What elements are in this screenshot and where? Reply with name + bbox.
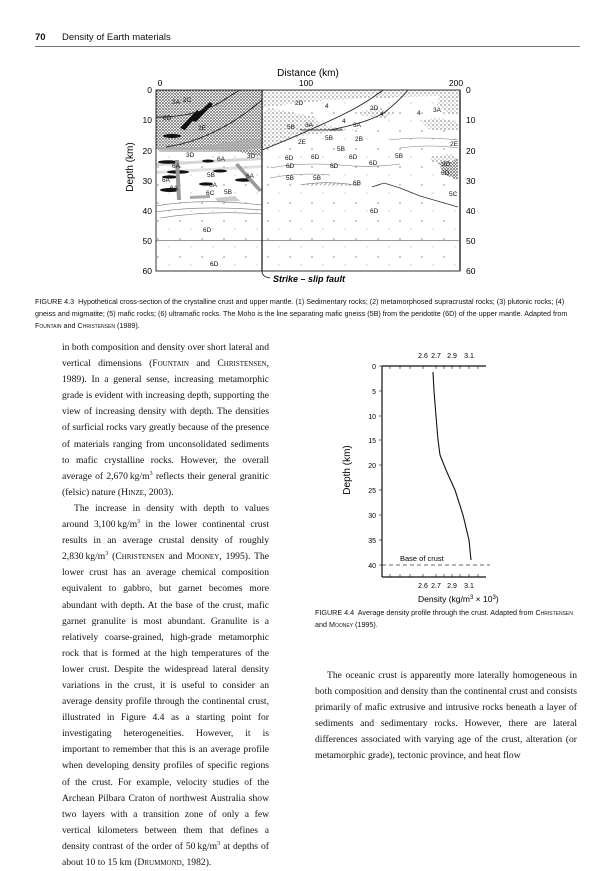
svg-text:5B: 5B [325, 135, 333, 142]
svg-text:60: 60 [466, 266, 476, 276]
svg-text:2.9: 2.9 [447, 583, 457, 590]
svg-text:2E: 2E [298, 139, 306, 146]
svg-text:2C: 2C [183, 97, 192, 104]
svg-text:6D: 6D [286, 163, 295, 170]
x-axis-title: Distance (km) [277, 68, 339, 79]
svg-text:2.7: 2.7 [431, 353, 441, 360]
svg-text:100: 100 [298, 78, 314, 88]
svg-text:2.9: 2.9 [447, 353, 457, 360]
svg-text:4: 4 [417, 110, 421, 117]
svg-text:40: 40 [368, 563, 376, 570]
svg-text:10: 10 [142, 115, 152, 125]
svg-text:2.6: 2.6 [418, 583, 428, 590]
running-title: Density of Earth materials [62, 32, 171, 43]
svg-text:3.1: 3.1 [464, 583, 474, 590]
y-axis-title: Depth (km) [342, 445, 353, 495]
svg-text:3.1: 3.1 [464, 353, 474, 360]
svg-text:40: 40 [466, 206, 476, 216]
svg-text:10: 10 [466, 115, 476, 125]
figure-4-4-density-profile [330, 345, 520, 605]
svg-text:3A: 3A [353, 122, 361, 129]
svg-text:6D: 6D [349, 154, 358, 161]
svg-text:60: 60 [142, 266, 152, 276]
svg-text:0: 0 [157, 78, 163, 88]
svg-text:6D: 6D [370, 208, 379, 215]
svg-text:20: 20 [142, 146, 152, 156]
paragraph: The oceanic crust is apparently more laterally homogeneous in both composition and density than the continental crust and consists primarily of mafic extrusive and intrusive rocks beneath a layer of sediments and sedimentary rocks. However, there are lateral differences associated with varying age of the crust, alteration (or metamorphic grade), tectonic province, and heat flow [315, 670, 577, 762]
paragraph: The increase in density with depth to values around 3,100 $kg/m^3$ in the lower continental crust results in an average crustal density of roughly 2,830 $kg/m^3$ (Christensen and Mooney, 1995). The lower crust has an average chemical composition equivalent to gabbro, but garnet becomes more abundant with depth. At the base of the crust, mafic garnet granulite is most abundant. Granulite is a relatively coarse-grained, high-grade metamorphic rock that is formed at the high temperatures of the lower crust. Despite the widespread lateral density variations in the crust, it is useful to consider an average density profile through the continental crust, illustrated in Figure 4.4 as a starting point for investigating heterogeneities. However, it is important to remember that this is an average profile when developing density profiles of specific regions of the crust. For example, velocity studies of the Archean Pilbara Craton of northwest Australia show two layers with a transition zone of only a few vertical kilometers between them that defines a density contrast of the order of 50 $kg/m^3$ at depths of about 10 to 15 km (Drummond, 1982). [62, 502, 269, 868]
svg-text:3D: 3D [186, 152, 195, 159]
svg-text:5B: 5B [224, 189, 232, 196]
svg-text:6B: 6B [353, 180, 361, 187]
svg-text:3A: 3A [305, 122, 313, 129]
svg-text:6D: 6D [369, 160, 378, 167]
svg-text:10: 10 [368, 414, 376, 421]
svg-text:6D: 6D [163, 115, 172, 122]
svg-text:6D: 6D [330, 163, 339, 170]
svg-text:0: 0 [466, 85, 471, 95]
svg-text:6A: 6A [170, 185, 178, 192]
svg-text:5C: 5C [449, 191, 458, 198]
svg-text:6A: 6A [246, 173, 254, 180]
svg-text:200: 200 [448, 78, 464, 88]
svg-text:50: 50 [466, 236, 476, 246]
svg-text:20: 20 [368, 463, 376, 470]
svg-text:6A: 6A [217, 156, 225, 163]
running-header [35, 30, 580, 47]
density-curve [433, 372, 471, 560]
svg-text:25: 25 [368, 488, 376, 495]
base-of-crust-label: Base of crust [400, 554, 444, 563]
svg-text:5B: 5B [207, 172, 215, 179]
x-axis-title: Density $(kg/m^3 \times 10^3)$ [418, 594, 499, 604]
svg-text:6C: 6C [206, 190, 215, 197]
svg-text:50: 50 [142, 236, 152, 246]
svg-text:6D: 6D [210, 261, 219, 268]
svg-text:3A: 3A [433, 107, 441, 114]
svg-text:2D: 2D [370, 105, 379, 112]
figure-4-3-caption: FIGURE 4.3 Hypothetical cross-section of the crystalline crust and upper mantle. (1) Sedimentary rocks; (2) metamorphosed supracrustal rocks; (3) plutonic rocks; (4) gneiss and migmatite; (5) mafic rocks; (6) ultramafic rocks. The Moho is the line separating mafic gneiss (5B) from the peridotite (6D) of the upper mantle. Adapted from Fountain and Christensen (1989). [35, 297, 568, 330]
svg-text:15: 15 [368, 438, 376, 445]
svg-text:2E: 2E [198, 125, 206, 132]
svg-text:3D: 3D [442, 161, 451, 168]
svg-text:20: 20 [466, 146, 476, 156]
svg-text:6A: 6A [209, 182, 217, 189]
figure-4-3-cross-section [0, 55, 615, 290]
svg-text:0: 0 [372, 364, 376, 371]
figure-4-4-caption: FIGURE 4.4 Average density profile through the crust. Adapted from Christensen and Mooney (1995). [315, 608, 573, 629]
svg-text:6A: 6A [172, 163, 180, 170]
svg-text:30: 30 [368, 513, 376, 520]
paragraph: in both composition and density over short lateral and vertical dimensions (Fountain and Christensen, 1989). In a general sense, increasing metamorphic grade is evident with increasing depth, supporting the view of increasing density with depth. The densities of surficial rocks vary greatly because of the presence of materials ranging from unconsolidated sediments to mafic crystalline rocks. However, the overall average of 2,670 $kg/m^3$ reflects their general granitic (felsic) nature (Hinze, 2003). [62, 342, 269, 498]
svg-text:6D: 6D [441, 170, 450, 177]
svg-text:3A: 3A [172, 99, 180, 106]
svg-text:3D: 3D [247, 153, 256, 160]
svg-text:40: 40 [142, 206, 152, 216]
svg-text:5B: 5B [287, 124, 295, 131]
body-text-left-column [62, 340, 269, 871]
svg-text:6A: 6A [162, 177, 170, 184]
svg-text:2.7: 2.7 [431, 583, 441, 590]
svg-text:35: 35 [368, 538, 376, 545]
fault-label: Strike – slip fault [273, 274, 346, 284]
svg-text:30: 30 [142, 176, 152, 186]
svg-text:6D: 6D [285, 155, 294, 162]
svg-text:5B: 5B [286, 175, 294, 182]
svg-text:0: 0 [147, 85, 152, 95]
svg-text:2D: 2D [295, 100, 304, 107]
svg-text:4: 4 [325, 103, 329, 110]
svg-text:5: 5 [372, 389, 376, 396]
y-axis-title: Depth (km) [125, 142, 136, 192]
svg-text:5B: 5B [313, 175, 321, 182]
svg-text:4: 4 [342, 118, 346, 125]
svg-text:5B: 5B [337, 146, 345, 153]
body-text-right-column [315, 668, 577, 765]
svg-text:6D: 6D [311, 154, 320, 161]
svg-text:2E: 2E [450, 141, 458, 148]
page-number: 70 [35, 32, 46, 43]
svg-text:4: 4 [380, 111, 384, 118]
svg-text:6D: 6D [203, 227, 212, 234]
svg-text:30: 30 [466, 176, 476, 186]
svg-text:2B: 2B [355, 136, 363, 143]
svg-text:5B: 5B [395, 153, 403, 160]
svg-text:2.6: 2.6 [418, 353, 428, 360]
